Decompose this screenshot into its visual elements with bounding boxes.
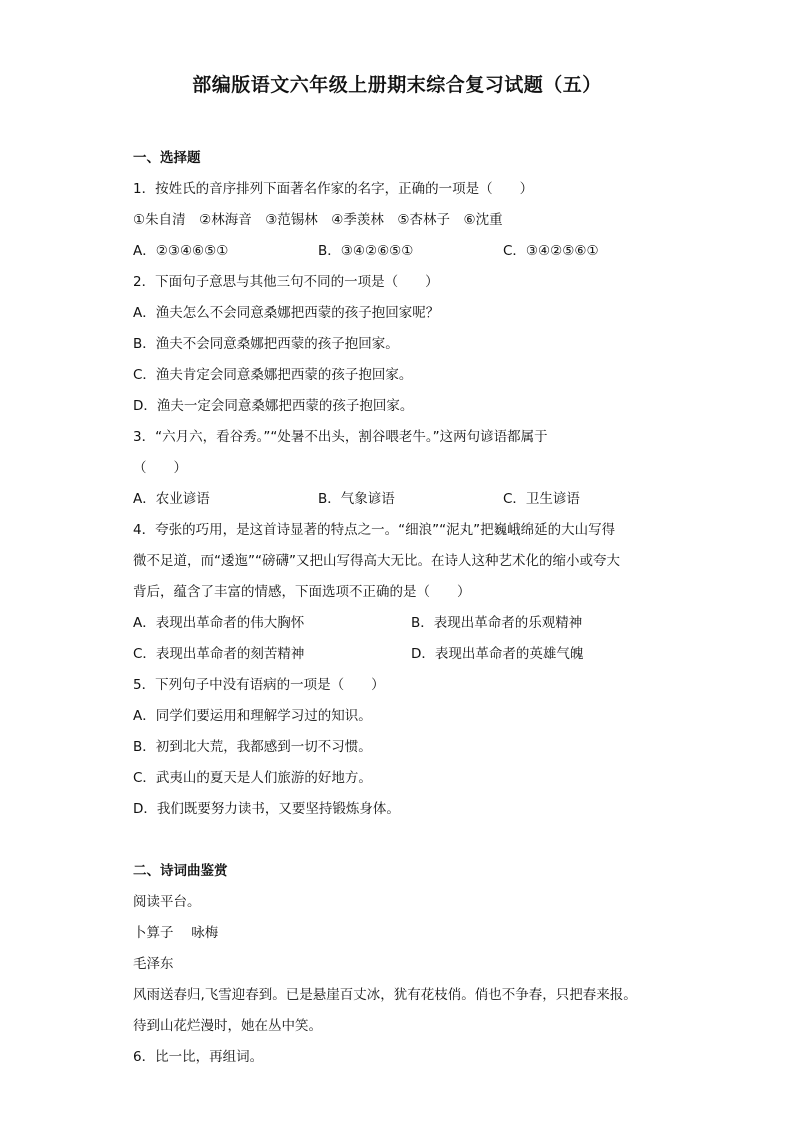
question-5-option-a: A．同学们要运用和理解学习过的知识。 [133, 708, 372, 724]
question-5-option-c: C．武夷山的夏天是人们旅游的好地方。 [133, 770, 372, 786]
section-heading-choice: 一、选择题 [133, 150, 201, 166]
question-3-stem: 3．“六月六，看谷秀。”“处暑不出头，割谷喂老牛。”这两句谚语都属于 [133, 429, 548, 445]
page-title: 部编版语文六年级上册期末综合复习试题（五） [192, 74, 602, 96]
question-4-stem-line-3: 背后，蕴含了丰富的情感，下面选项不正确的是（ ） [133, 584, 471, 600]
question-3-option-a: A．农业谚语 [133, 491, 210, 507]
question-4-option-d: D．表现出革命者的英雄气魄 [411, 646, 584, 662]
question-5-option-b: B．初到北大荒，我都感到一切不习惯。 [133, 739, 372, 755]
question-1-options [133, 236, 673, 267]
question-2-option-a: A．渔夫怎么不会同意桑娜把西蒙的孩子抱回家呢？ [133, 305, 440, 321]
question-4-stem-line-1: 4．夸张的巧用，是这首诗显著的特点之一。“细浪”“泥丸”把巍峨绵延的大山写得 [133, 522, 616, 538]
question-4-option-c: C．表现出革命者的刻苦精神 [133, 646, 305, 662]
poem-author: 毛泽东 [133, 956, 174, 972]
question-1-names: ①朱自清 ②林海音 ③范锡林 ④季羡林 ⑤杏林子 ⑥沈重 [133, 212, 503, 228]
question-4-stem-line-2: 微不足道，而“逶迤”“磅礴”又把山写得高大无比。在诗人这种艺术化的缩小或夸大 [133, 553, 620, 569]
question-2-option-c: C．渔夫肯定会同意桑娜把西蒙的孩子抱回家。 [133, 367, 413, 383]
question-1-stem: 1．按姓氏的音序排列下面著名作家的名字，正确的一项是（ ） [133, 181, 534, 197]
question-4-options-row-2 [133, 639, 673, 670]
question-3-option-b: B．气象谚语 [318, 491, 395, 507]
question-4-option-a: A．表现出革命者的伟大胸怀 [133, 615, 305, 631]
question-1-option-a: A．②③④⑥⑤① [133, 243, 229, 259]
question-5-option-d: D．我们既要努力读书，又要坚持锻炼身体。 [133, 801, 400, 817]
question-2-stem: 2．下面句子意思与其他三句不同的一项是（ ） [133, 274, 439, 290]
poem-title: 卜算子 咏梅 [133, 925, 219, 941]
question-4-option-b: B．表现出革命者的乐观精神 [411, 615, 583, 631]
question-3-stem-cont: （ ） [133, 460, 187, 476]
section-heading-poetry: 二、诗词曲鉴赏 [133, 863, 228, 879]
document-body [133, 143, 673, 1073]
section-spacer [133, 825, 673, 856]
poem-line-2: 待到山花烂漫时，她在丛中笑。 [133, 1018, 322, 1034]
question-2-option-b: B．渔夫不会同意桑娜把西蒙的孩子抱回家。 [133, 336, 399, 352]
question-3-option-c: C．卫生谚语 [503, 491, 580, 507]
question-2-option-d: D．渔夫一定会同意桑娜把西蒙的孩子抱回家。 [133, 398, 414, 414]
question-6-stem: 6．比一比，再组词。 [133, 1049, 264, 1065]
question-1-option-b: B．③④②⑥⑤① [318, 243, 414, 259]
question-4-options-row-1 [133, 608, 673, 639]
question-1-option-c: C．③④②⑤⑥① [503, 243, 599, 259]
question-5-stem: 5．下列句子中没有语病的一项是（ ） [133, 677, 385, 693]
reading-intro: 阅读平台。 [133, 894, 201, 910]
poem-line-1: 风雨送春归,飞雪迎春到。已是悬崖百丈冰，犹有花枝俏。俏也不争春，只把春来报。 [133, 987, 637, 1003]
question-3-options [133, 484, 673, 515]
